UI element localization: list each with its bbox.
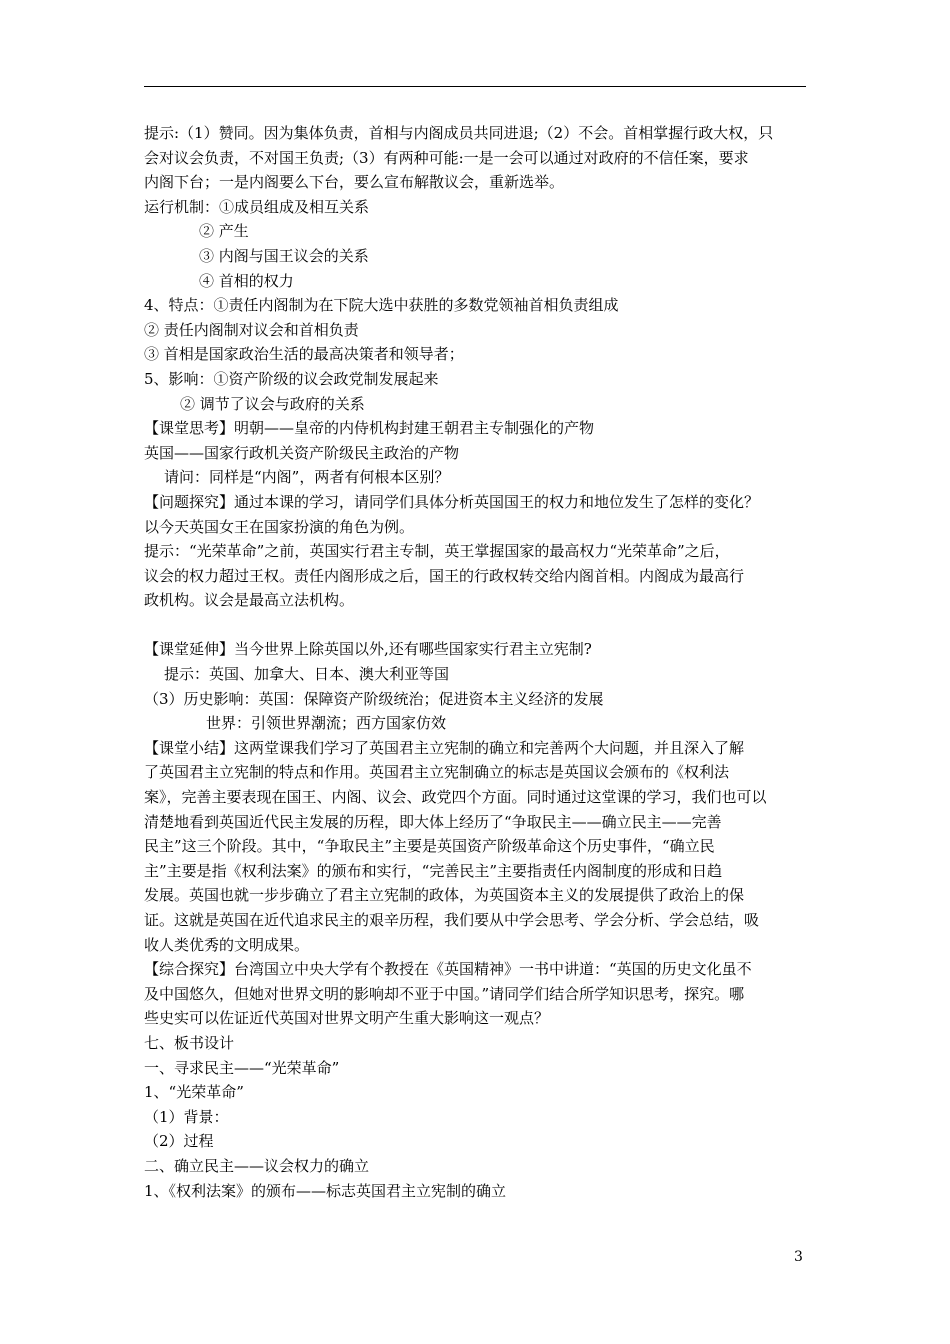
text-line: 1、“光荣革命” xyxy=(144,1083,244,1102)
text-line: 【综合探究】台湾国立中央大学有个教授在《英国精神》一书中讲道：“英国的历史文化虽不 xyxy=(144,960,752,979)
text-line: 案》，完善主要表现在国王、内阁、议会、政党四个方面。同时通过这堂课的学习，我们也可以 xyxy=(144,788,767,807)
text-line: 主”主要是指《权利法案》的颁布和实行，“完善民主”主要指责任内阁制度的形成和日趋 xyxy=(144,861,723,880)
text-line: 1、《权利法案》的颁布——标志英国君主立宪制的确立 xyxy=(144,1181,507,1200)
text-line: 提示:（1）赞同。因为集体负责，首相与内阁成员共同进退;（2）不会。首相掌握行政大权，只 xyxy=(144,124,774,142)
text-line: 些史实可以佐证近代英国对世界文明产生重大影响这一观点？ xyxy=(144,1009,550,1028)
text-line: 议会的权力超过王权。责任内阁形成之后，国王的行政权转交给内阁首相。内阁成为最高行 xyxy=(144,566,745,585)
text-line: （1）背景： xyxy=(144,1107,229,1126)
text-line: 政机构。议会是最高立法机构。 xyxy=(144,591,355,610)
text-line: ④ 首相的权力 xyxy=(199,271,294,290)
text-line: 收人类优秀的文明成果。 xyxy=(144,935,310,954)
text-line: ③ 内阁与国王议会的关系 xyxy=(199,246,369,265)
text-line: 七、板书设计 xyxy=(144,1033,235,1052)
text-line: 内阁下台；一是内阁要么下台，要么宣布解散议会，重新选举。 xyxy=(144,173,565,192)
page-number: 3 xyxy=(794,1249,803,1265)
text-line: 提示：“光荣革命”之前，英国实行君主专制，英王掌握国家的最高权力“光荣革命”之后， xyxy=(144,542,730,561)
document-body xyxy=(144,121,812,1203)
text-line: （3）历史影响：英国：保障资产阶级统治；促进资本主义经济的发展 xyxy=(144,689,604,708)
blank-line xyxy=(144,613,812,638)
text-line: 会对议会负责，不对国王负责;（3）有两种可能:一是一会可以通过对政府的不信任案，要求 xyxy=(144,148,749,167)
text-line: 运行机制：①成员组成及相互关系 xyxy=(144,197,370,216)
text-line: 【课堂思考】明朝——皇帝的内侍机构封建王朝君主专制强化的产物 xyxy=(144,419,595,438)
text-line: 英国——国家行政机关资产阶级民主政治的产物 xyxy=(144,443,460,462)
text-line: 证。这就是英国在近代追求民主的艰辛历程，我们要从中学会思考、学会分析、学会总结，吸 xyxy=(144,911,760,929)
header-rule xyxy=(144,86,806,87)
text-line: 5、影响：①资产阶级的议会政党制发展起来 xyxy=(144,369,439,388)
text-line: 一、寻求民主——“光荣革命” xyxy=(144,1058,340,1077)
text-line: 以今天英国女王在国家扮演的角色为例。 xyxy=(144,517,415,536)
text-line: 【课堂小结】这两堂课我们学习了英国君主立宪制的确立和完善两个大问题，并且深入了解 xyxy=(144,738,745,757)
text-line: 及中国悠久，但她对世界文明的影响却不亚于中国。”请同学们结合所学知识思考，探究。哪 xyxy=(144,984,745,1003)
text-line: 发展。英国也就一步步确立了君主立宪制的政体，为英国资本主义的发展提供了政治上的保 xyxy=(144,886,745,905)
text-line: 民主”这三个阶段。其中，“争取民主”主要是英国资产阶级革命这个历史事件，“确立民 xyxy=(144,837,715,856)
text-line: 二、确立民主——议会权力的确立 xyxy=(144,1156,370,1175)
text-line: 请问：同样是“内阁”，两者有何根本区别？ xyxy=(164,468,450,487)
text-line: 了英国君主立宪制的特点和作用。英国君主立宪制确立的标志是英国议会颁布的《权利法 xyxy=(144,763,730,782)
text-line: ③ 首相是国家政治生活的最高决策者和领导者； xyxy=(144,345,464,364)
text-line: ② 产生 xyxy=(199,222,249,241)
text-line: 4、特点：①责任内阁制为在下院大选中获胜的多数党领袖首相负责组成 xyxy=(144,296,619,315)
text-line: ② 责任内阁制对议会和首相负责 xyxy=(144,320,359,339)
text-line: （2）过程 xyxy=(144,1132,214,1151)
text-line: 【课堂延伸】当今世界上除英国以外,还有哪些国家实行君主立宪制? xyxy=(144,640,592,659)
text-line: 提示：英国、加拿大、日本、澳大利亚等国 xyxy=(164,665,450,684)
text-line: 清楚地看到英国近代民主发展的历程，即大体上经历了“争取民主——确立民主——完善 xyxy=(144,812,722,831)
text-line: ② 调节了议会与政府的关系 xyxy=(180,394,365,413)
text-line: 世界：引领世界潮流；西方国家仿效 xyxy=(206,714,447,733)
text-line: 【问题探究】通过本课的学习，请同学们具体分析英国国王的权力和地位发生了怎样的变化？ xyxy=(144,492,760,511)
